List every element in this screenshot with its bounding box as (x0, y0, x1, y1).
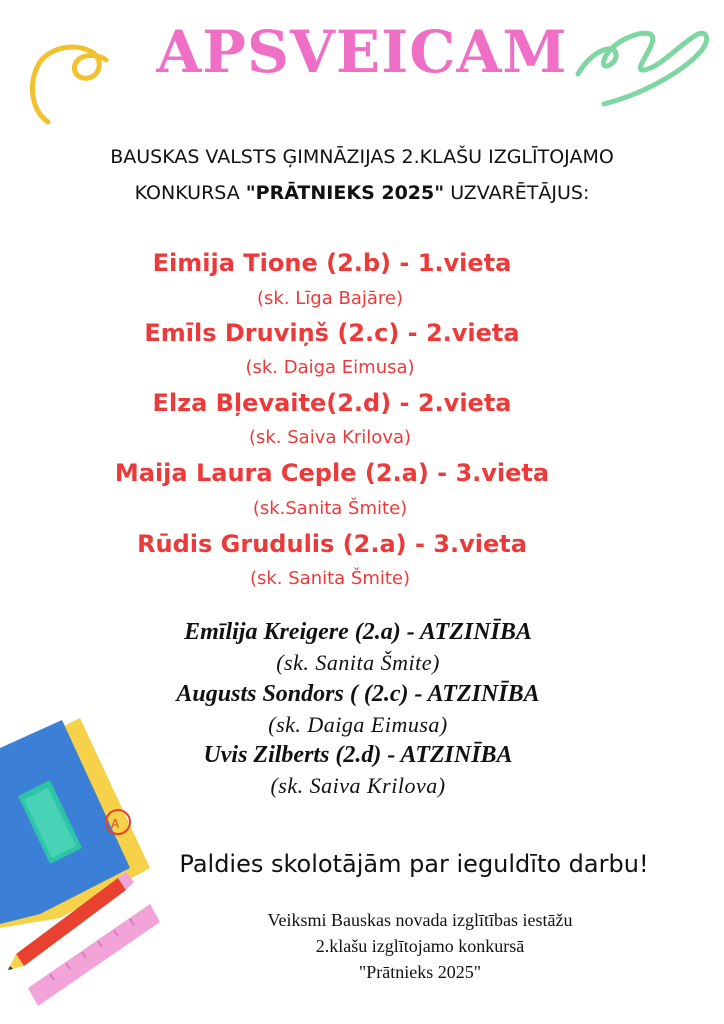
winner-teacher: (sk. Sanita Šmite) (249, 568, 411, 589)
thanks-message: Paldies skolotājām par ieguldīto darbu! (179, 850, 649, 878)
intro-line-2-prefix: KONKURSA (134, 182, 246, 204)
honorable-name: Augusts Sondors ( (2.c) - ATZINĪBA (176, 681, 540, 707)
honorable-teacher: (sk. Saiva Krilova) (270, 773, 446, 798)
honorable-name: Emīlija Kreigere (2.a) - ATZINĪBA (184, 619, 532, 645)
winner-name: Eimija Tione (2.b) - 1.vieta (152, 249, 512, 277)
intro-line-1: BAUSKAS VALSTS ĢIMNĀZIJAS 2.KLAŠU IZGLĪTOJAMO (110, 146, 614, 168)
winner-name: Maija Laura Ceple (2.a) - 3.vieta (114, 459, 550, 487)
closing-line-3: "Prātnieks 2025" (358, 962, 482, 982)
closing-line-1: Veiksmi Bauskas novada izglītības iestāžu (267, 910, 573, 930)
honorable-teacher: (sk. Sanita Šmite) (276, 650, 440, 675)
winner-teacher: (sk.Sanita Šmite) (252, 498, 408, 519)
winner-name: Elza Bļevaite(2.d) - 2.vieta (152, 389, 512, 417)
winner-name: Emīls Druviņš (2.c) - 2.vieta (144, 319, 520, 347)
winner-name: Rūdis Grudulis (2.a) - 3.vieta (137, 530, 527, 558)
contest-name: "PRĀTNIEKS 2025" (245, 182, 445, 204)
svg-text:A: A (111, 817, 120, 831)
intro-line-2 (0, 182, 724, 204)
honorable-teacher: (sk. Daiga Eimusa) (268, 712, 448, 737)
winner-teacher: (sk. Daiga Eimusa) (245, 357, 415, 378)
page-title: APSVEICAM (156, 18, 568, 86)
closing-line-2: 2.klašu izglītojamo konkursā (315, 936, 525, 956)
winner-teacher: (sk. Līga Bajāre) (257, 288, 403, 309)
winner-teacher: (sk. Saiva Krilova) (248, 427, 412, 448)
intro-line-2-suffix: UZVARĒTĀJUS: (444, 182, 590, 204)
honorable-name: Uvis Zilberts (2.d) - ATZINĪBA (203, 742, 513, 768)
